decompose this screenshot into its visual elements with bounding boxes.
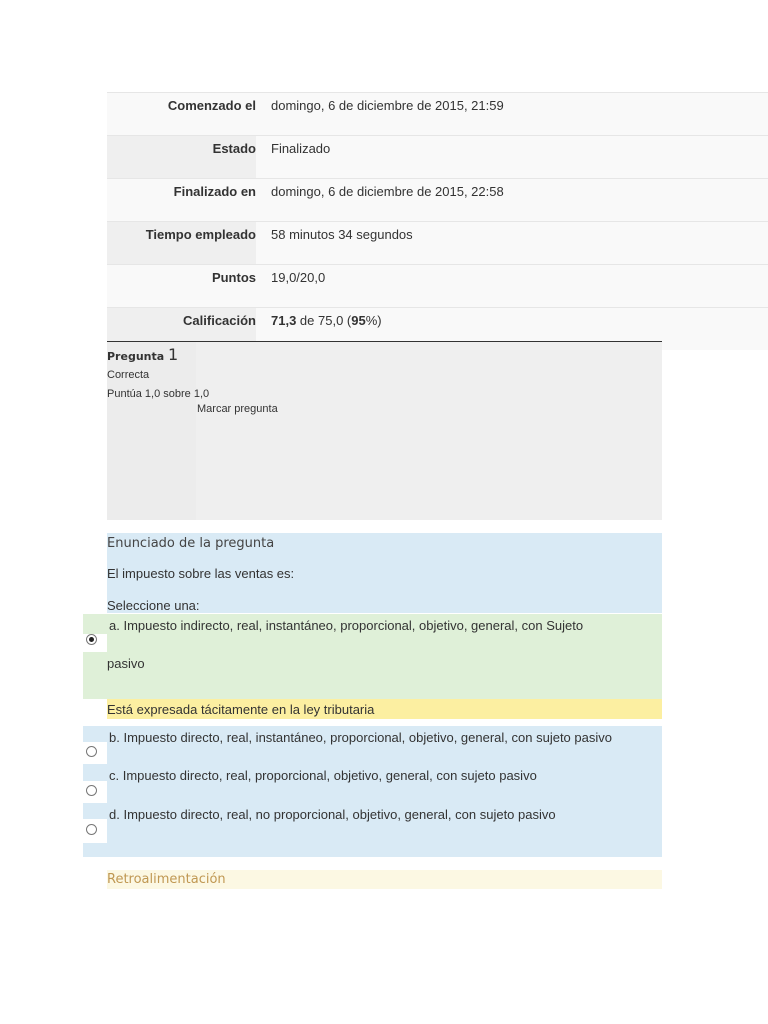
grade-mid: de 75,0 ( [296, 313, 352, 328]
option-a-line2[interactable]: pasivo [107, 656, 145, 671]
question-text-block [107, 533, 662, 613]
question-number [107, 345, 178, 364]
summary-row-state [107, 135, 768, 178]
summary-value: Finalizado [256, 136, 768, 178]
question-info [107, 341, 662, 520]
summary-label: Finalizado en [107, 179, 256, 221]
question-label: Pregunta [107, 350, 165, 363]
radio-option-b[interactable] [86, 746, 97, 757]
flag-question-link[interactable]: Marcar pregunta [197, 403, 278, 415]
question-state: Correcta [107, 369, 150, 381]
option-a-feedback-text: Está expresada tácitamente en la ley tributaria [107, 702, 375, 717]
option-d-label[interactable]: d. Impuesto directo, real, no proporcional, objetivo, general, con sujeto pasivo [109, 807, 556, 822]
option-a-line1[interactable]: a. Impuesto indirecto, real, instantáneo, proporcional, objetivo, general, con Sujeto [109, 618, 584, 633]
summary-label: Estado [107, 136, 256, 178]
grade-end: %) [365, 313, 382, 328]
question-grade: Puntúa 1,0 sobre 1,0 [107, 388, 210, 400]
answer-options-rest [83, 726, 662, 857]
summary-value: domingo, 6 de diciembre de 2015, 22:58 [256, 179, 768, 221]
option-b-label[interactable]: b. Impuesto directo, real, instantáneo, proporcional, objetivo, general, con sujeto pasivo [109, 730, 612, 745]
question-statement: El impuesto sobre las ventas es: [107, 566, 295, 581]
option-a-feedback [107, 699, 662, 719]
summary-row-points [107, 264, 768, 307]
summary-value: domingo, 6 de diciembre de 2015, 21:59 [256, 93, 768, 135]
summary-label: Calificación [107, 308, 256, 350]
radio-option-a[interactable] [86, 634, 97, 645]
radio-option-c[interactable] [86, 785, 97, 796]
question-heading: Enunciado de la pregunta [107, 536, 275, 551]
grade-score: 71,3 [271, 313, 297, 328]
radio-option-d[interactable] [86, 824, 97, 835]
option-c-label[interactable]: c. Impuesto directo, real, proporcional, objetivo, general, con sujeto pasivo [109, 768, 537, 783]
grade-percent: 95 [351, 313, 366, 328]
summary-label: Puntos [107, 265, 256, 307]
summary-label: Comenzado el [107, 93, 256, 135]
answer-option-a[interactable] [83, 614, 662, 699]
summary-value: 58 minutos 34 segundos [256, 222, 768, 264]
summary-value: 19,0/20,0 [256, 265, 768, 307]
feedback-heading: Retroalimentación [107, 872, 226, 887]
summary-row-finished [107, 178, 768, 221]
attempt-summary-table [107, 92, 768, 350]
feedback-section [107, 870, 662, 889]
answer-prompt: Seleccione una: [107, 598, 200, 613]
summary-row-started [107, 92, 768, 135]
summary-label: Tiempo empleado [107, 222, 256, 264]
question-number-value: 1 [168, 345, 179, 364]
summary-row-time [107, 221, 768, 264]
